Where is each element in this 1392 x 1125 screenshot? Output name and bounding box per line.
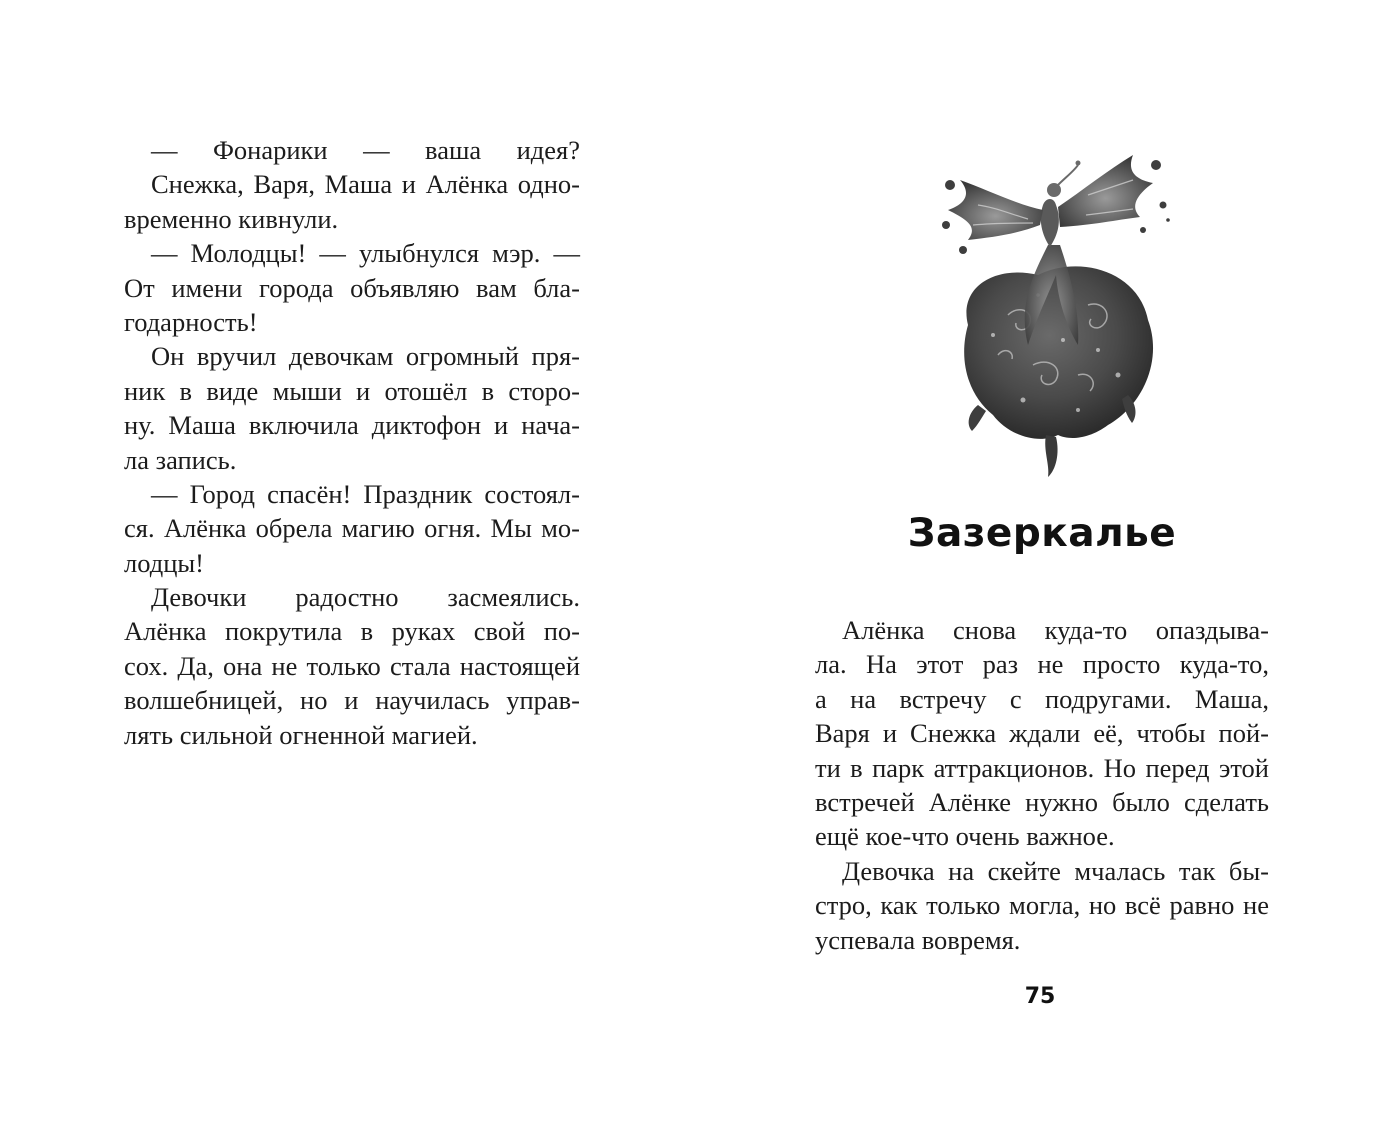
- text-line: временно кивнули.: [124, 203, 339, 234]
- left-page-text: [124, 133, 580, 752]
- text-line: Он вручил девочкам огромный пря-: [151, 341, 580, 372]
- text-line: ну. Маша включила диктофон и нача-: [124, 410, 580, 441]
- text-line: Снежка, Варя, Маша и Алёнка одно-: [151, 169, 580, 200]
- text-line: сох. Да, она не только стала настоящей: [124, 650, 580, 681]
- text-line: годарность!: [124, 306, 258, 337]
- text-line: встречей Алёнке нужно было сделать: [815, 786, 1269, 817]
- text-line: Алёнка снова куда-то опаздыва-: [842, 615, 1269, 645]
- text-line: лять сильной огненной магией.: [124, 719, 478, 750]
- text-line: — Город спасён! Праздник состоял-: [151, 478, 580, 509]
- text-line: стро, как только могла, но всё равно не: [815, 890, 1269, 921]
- text-line: От имени города объявляю вам бла-: [124, 272, 580, 303]
- text-line: ти в парк аттракционов. Но перед этой: [815, 752, 1269, 783]
- text-line: — Фонарики — ваша идея?: [151, 135, 580, 165]
- text-line: ещё кое-что очень важное.: [815, 821, 1115, 852]
- text-line: а на встречу с подругами. Маша,: [815, 683, 1269, 714]
- text-line: успевала вовремя.: [815, 924, 1021, 955]
- text-line: ся. Алёнка обрела магию огня. Мы мо-: [124, 513, 580, 544]
- text-line: лодцы!: [124, 547, 205, 578]
- text-line: Девочка на скейте мчалась так бы-: [842, 855, 1269, 886]
- text-line: Варя и Снежка ждали её, чтобы пой-: [815, 718, 1269, 749]
- right-page-text: [815, 613, 1269, 957]
- page-number: 75: [1024, 984, 1056, 1009]
- text-line: волшебницей, но и научилась управ-: [124, 685, 580, 716]
- text-line: ник в виде мыши и отошёл в сторо-: [124, 375, 580, 406]
- phoenix-illustration: [938, 135, 1178, 480]
- text-line: Девочки радостно засмеялись.: [151, 582, 580, 613]
- chapter-title: Зазеркалье: [907, 511, 1177, 556]
- text-line: ла запись.: [124, 444, 237, 475]
- text-line: ла. На этот раз не просто куда-то,: [815, 649, 1269, 680]
- text-line: Алёнка покрутила в руках свой по-: [124, 616, 580, 647]
- text-line: — Молодцы! — улыбнулся мэр. —: [151, 238, 580, 269]
